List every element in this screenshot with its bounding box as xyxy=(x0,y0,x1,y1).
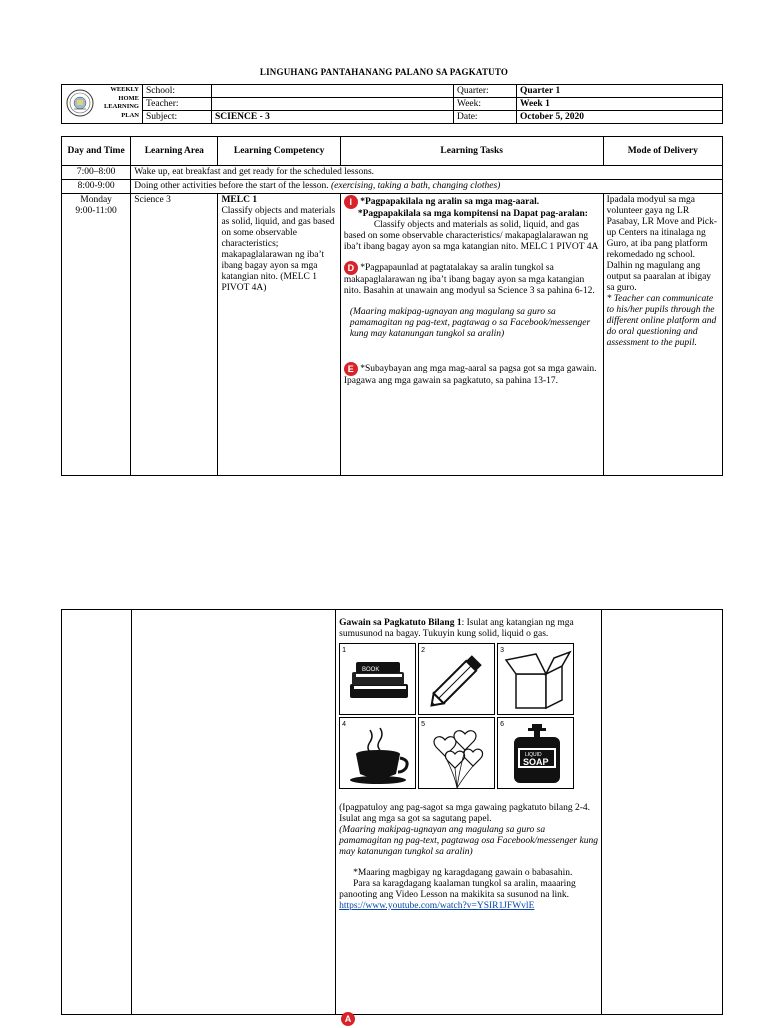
week-label: Week: xyxy=(454,98,517,111)
col-learning-area: Learning Area xyxy=(131,137,218,166)
pencil-icon xyxy=(419,644,496,716)
schedule-activity: Wake up, eat breakfast and get ready for the scheduled lessons. xyxy=(131,166,723,180)
monday-competency: MELC 1 Classify objects and materials as solid, liquid, and gas based on some observable characteristics; makapaglalarawan ng iba’t ibang bagay ayon sa mga katangian nito. (MELC 1 PIVOT 4A) xyxy=(218,194,340,476)
svg-text:LIQUID: LIQUID xyxy=(525,752,542,758)
video-lesson-link[interactable]: https://www.youtube.com/watch?v=YSIR1JFWvlE xyxy=(339,901,535,911)
assimilation-marker xyxy=(341,1010,355,1028)
activity-mode-cell xyxy=(602,610,723,1015)
balloons-icon xyxy=(419,718,496,790)
date-label: Date: xyxy=(454,111,517,124)
coffee-cup-icon xyxy=(340,718,417,790)
deped-seal-icon xyxy=(66,89,94,117)
continue-text: (Ipagpatuloy ang pag-sagot sa mga gawaing pagkatuto bilang 2-4. Isulat ang mga sa got sa sagutang papel. xyxy=(339,803,591,824)
monday-mode-of-delivery: Ipadala modyul sa mga volunteer gaya ng LR Pasabay, LR Move and Pick-up Centers na itinalaga ng Guro, at iba pang platform rekomedado ng school. Dalhin ng magulang ang output sa paaralan at ibigay sa guro. * Teacher can communicate to his/her pupils through the different online platform and do oral questioning and assessment to the pupil. xyxy=(603,194,722,476)
monday-row xyxy=(62,194,723,476)
svg-text:SOAP: SOAP xyxy=(523,757,549,767)
picture-coffee-cup: 4 xyxy=(339,717,416,789)
continue-italic: (Maaring makipag-ugnayan ang magulang sa guro sa pamamagitan ng pag-text, pagtawag osa Facebook/messenger kung may katanungan tungkol sa aralin) xyxy=(339,825,598,857)
activity-table xyxy=(61,609,723,1015)
svg-text:BOOK: BOOK xyxy=(362,667,380,673)
school-label: School: xyxy=(143,85,212,98)
engagement-marker-icon: E xyxy=(344,362,358,376)
activity-pictures xyxy=(339,643,598,789)
picture-box: 3 xyxy=(497,643,574,715)
box-icon xyxy=(498,644,575,716)
activity-day-cell xyxy=(62,610,132,1015)
books-icon xyxy=(340,644,417,716)
assimilation-marker-icon: A xyxy=(341,1012,355,1026)
col-day-time: Day and Time xyxy=(62,137,131,166)
col-mode-of-delivery: Mode of Delivery xyxy=(603,137,722,166)
activity-area-cell xyxy=(132,610,336,1015)
schedule-time: 8:00-9:00 xyxy=(62,180,131,194)
date-value: October 5, 2020 xyxy=(517,111,723,124)
development-marker-icon: D xyxy=(344,261,358,275)
schedule-activity: Doing other activities before the start of the lesson. (exercising, taking a bath, changing clothes) xyxy=(131,180,723,194)
col-learning-competency: Learning Competency xyxy=(218,137,340,166)
weekly-home-learning-plan-label: WEEKLY HOME LEARNING PLAN xyxy=(103,86,139,119)
logo-cell xyxy=(62,85,143,124)
monday-day-time: Monday 9:00-11:00 xyxy=(62,194,131,476)
monday-learning-tasks: I *Pagpapakilala ng aralin sa mga mag-aaral. *Pagpapakilala sa mga kompitensi na Dapat pag-aralan: Classify objects and materials as solid, liquid, and gas based on some observable characteristics/ makapaglalarawan ng iba’t ibang bagay ayon sa mga katangian nito. MELC 1 PIVOT 4A D *Pagpapaunlad at pagtatalakay sa aralin tungkol sa makapaglalarawan ng iba’t ibang bagay ayon sa mga katangian nito. Basahin at unawain ang modyul sa Science 3 sa pahina 6-12. (Maaring makipag-ugnayan ang magulang sa guro sa pamamagitan ng pag-text, pagtawag o sa Facebook/messenger kung may katanungan tungkol sa aralin) E *Subaybayan ang mga mag-aaral sa pagsa got sa mga gawain. Ipagawa ang mga gawain sa pagkatuto, sa pahina 13-17. xyxy=(340,194,603,476)
activity-title: Gawain sa Pagkatuto Bilang 1 xyxy=(339,618,462,628)
teacher-value[interactable] xyxy=(212,98,454,111)
quarter-label: Quarter: xyxy=(454,85,517,98)
quarter-value: Quarter 1 xyxy=(517,85,723,98)
col-learning-tasks: Learning Tasks xyxy=(340,137,603,166)
subject-label: Subject: xyxy=(143,111,212,124)
document-title: LINGUHANG PANTAHANANG PALANO SA PAGKATUTO xyxy=(259,67,509,77)
monday-learning-area: Science 3 xyxy=(131,194,218,476)
schedule-time: 7:00–8:00 xyxy=(62,166,131,180)
activity-tasks-cell: Gawain sa Pagkatuto Bilang 1: Isulat ang katangian ng mga sumusunod na bagay. Tukuyin kung solid, liquid o gas. 1 BOOK 2 3 4 5 6 LIQUID SOAP (Ipagpatuloy ang pag-sagot sa mga gawaing pagkatuto bilang 2-4. Isulat ang mga sa got sa sagutang papel. (Maaring makipag-ugnayan ang magulang sa guro sa pamamagitan ng pag-text, pagtawag osa Facebook/messenger kung may katanungan tungkol sa aralin) *Maaring magbigay ng karagdagang gawain o babasahin. Para sa karagdagang kaalaman tungkol sa aralin, maaaring panooting ang Video Lesson na makikita sa susunod na link. https://www.youtube.com/watch?v=YSIR1JFWvlE xyxy=(336,610,602,1015)
liquid-soap-icon xyxy=(498,718,575,790)
picture-liquid-soap: 6 LIQUID SOAP xyxy=(497,717,574,789)
teacher-label: Teacher: xyxy=(143,98,212,111)
picture-books: 1 BOOK xyxy=(339,643,416,715)
week-value: Week 1 xyxy=(517,98,723,111)
extra-knowledge-text: Para sa karagdagang kaalaman tungkol sa aralin, maaaring panooting ang Video Lesson na makikita sa susunod na link. xyxy=(339,879,576,900)
schedule-row xyxy=(62,166,723,180)
header-table xyxy=(61,84,723,124)
picture-balloons: 5 xyxy=(418,717,495,789)
school-value[interactable] xyxy=(212,85,454,98)
introduction-marker-icon: I xyxy=(344,195,358,209)
extra-activity-text: *Maaring magbigay ng karagdagang gawain o babasahin. xyxy=(353,868,573,878)
subject-value: SCIENCE - 3 xyxy=(212,111,454,124)
schedule-row xyxy=(62,180,723,194)
weekly-plan-table xyxy=(61,136,723,476)
picture-pencil: 2 xyxy=(418,643,495,715)
